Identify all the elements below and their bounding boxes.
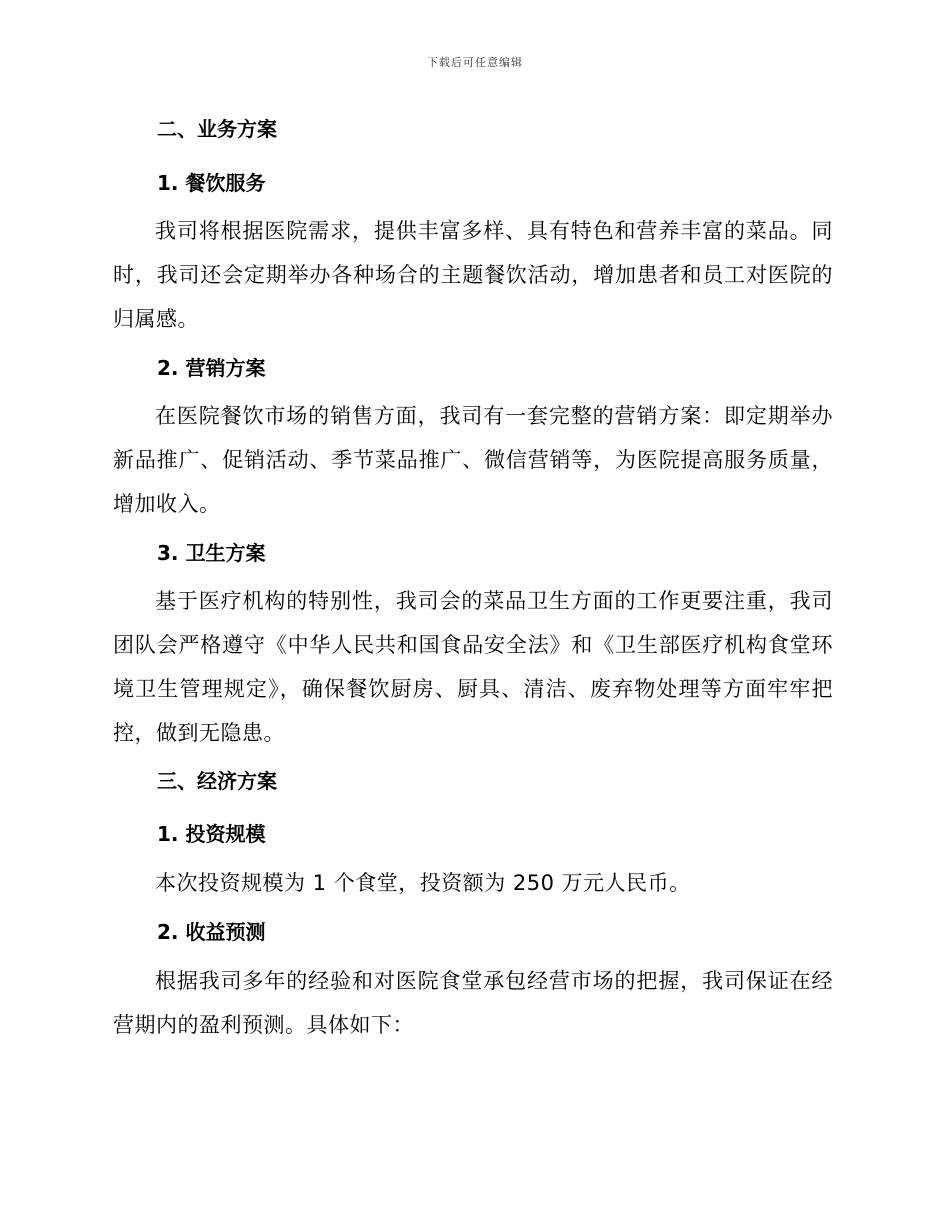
paragraph-marketing: 在医院餐饮市场的销售方面，我司有一套完整的营销方案：即定期举办新品推广、促销活动、季节菜品推广、微信营销等，为医院提高服务质量，增加收入。 [113, 404, 833, 516]
subheading-catering: 1. 餐饮服务 [157, 171, 266, 195]
paragraph-revenue: 根据我司多年的经验和对医院食堂承包经营市场的把握，我司保证在经营期内的盈利预测。具体如下： [113, 969, 833, 1037]
subheading-revenue: 2. 收益预测 [157, 920, 266, 944]
subheading-marketing: 2. 营销方案 [157, 356, 266, 380]
paragraph-investment: 本次投资规模为 1 个食堂，投资额为 250 万元人民币。 [155, 871, 691, 895]
paragraph-catering: 我司将根据医院需求，提供丰富多样、具有特色和营养丰富的菜品。同时，我司还会定期举办各种场合的主题餐饮活动，增加患者和员工对医院的归属感。 [113, 219, 833, 331]
document-body [113, 111, 833, 1047]
paragraph-hygiene: 基于医疗机构的特别性，我司会的菜品卫生方面的工作更要注重，我司团队会严格遵守《中华人民共和国食品安全法》和《卫生部医疗机构食堂环境卫生管理规定》，确保餐饮厨房、厨具、清洁、废弃物处理等方面牢牢把控，做到无隐患。 [113, 589, 833, 745]
subheading-hygiene: 3. 卫生方案 [157, 541, 266, 565]
section-heading-business: 二、业务方案 [157, 117, 277, 141]
section-heading-economic: 三、经济方案 [157, 769, 277, 793]
subheading-investment: 1. 投资规模 [157, 822, 266, 846]
header-note: 下载后可任意编辑 [427, 56, 523, 69]
